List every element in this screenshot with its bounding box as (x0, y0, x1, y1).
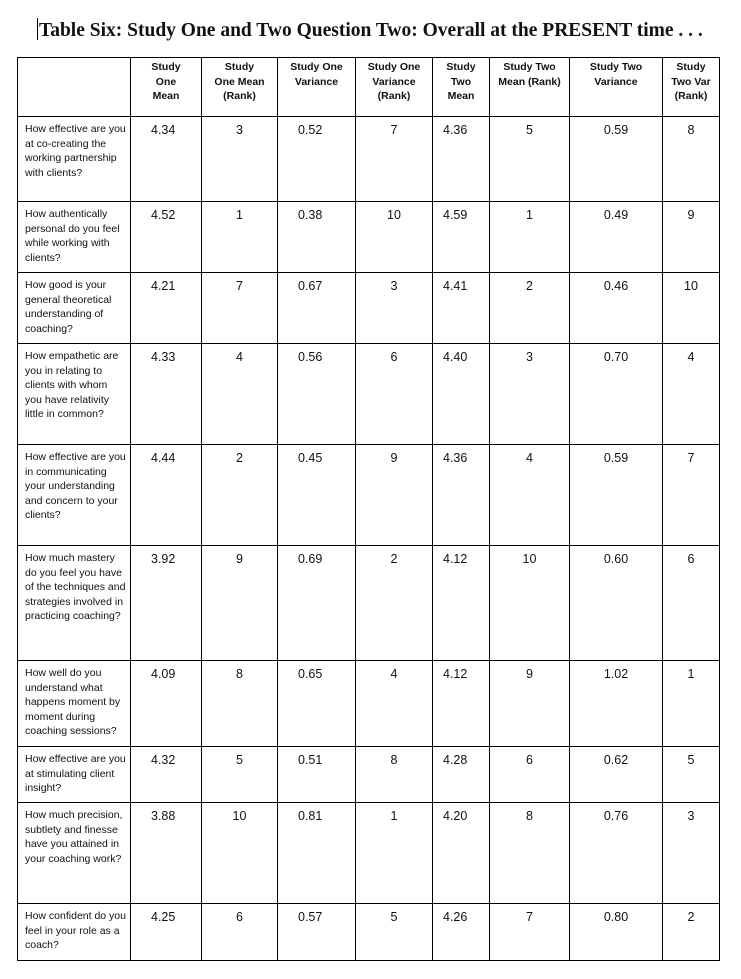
s2-var-rank-cell: 3 (663, 803, 720, 904)
table-row (18, 803, 720, 904)
table-row (18, 273, 720, 344)
s1-mean-cell: 4.52 (131, 202, 202, 273)
s2-mean-rank-cell: 6 (490, 747, 570, 803)
s2-mean-cell: 4.26 (433, 904, 490, 961)
s2-mean-rank-cell: 1 (490, 202, 570, 273)
s2-var-rank-cell: 10 (663, 273, 720, 344)
s1-mean-cell: 4.33 (131, 344, 202, 445)
s2-var-rank-cell: 1 (663, 661, 720, 747)
s1-variance-cell: 0.67 (278, 273, 356, 344)
question-cell: How well do you understand what happens moment by moment during coaching sessions? (18, 661, 131, 747)
s1-variance-cell: 0.81 (278, 803, 356, 904)
s1-mean-rank-cell: 4 (202, 344, 278, 445)
s1-variance-cell: 0.45 (278, 445, 356, 546)
s1-mean-rank-cell: 8 (202, 661, 278, 747)
table-row (18, 445, 720, 546)
s2-variance-cell: 0.60 (570, 546, 663, 661)
table-row (18, 661, 720, 747)
s1-mean-cell: 4.09 (131, 661, 202, 747)
table-body (18, 117, 720, 961)
header-s2-mean-rank: Study Two Mean (Rank) (490, 58, 570, 117)
s1-variance-cell: 0.38 (278, 202, 356, 273)
s2-mean-cell: 4.12 (433, 546, 490, 661)
s2-variance-cell: 0.59 (570, 445, 663, 546)
s1-variance-rank-cell: 6 (356, 344, 433, 445)
s2-mean-rank-cell: 10 (490, 546, 570, 661)
s1-mean-cell: 3.88 (131, 803, 202, 904)
s1-variance-rank-cell: 4 (356, 661, 433, 747)
s2-var-rank-cell: 9 (663, 202, 720, 273)
header-question (18, 58, 131, 117)
s2-mean-cell: 4.28 (433, 747, 490, 803)
header-s2-mean: Study Two Mean (433, 58, 490, 117)
s1-mean-rank-cell: 5 (202, 747, 278, 803)
s2-var-rank-cell: 4 (663, 344, 720, 445)
question-cell: How much precision, subtlety and finesse have you attained in your coaching work? (18, 803, 131, 904)
header-s1-variance-rank: Study One Variance (Rank) (356, 58, 433, 117)
s1-mean-cell: 4.44 (131, 445, 202, 546)
s1-mean-cell: 4.34 (131, 117, 202, 202)
header-row (18, 58, 720, 117)
table-row (18, 904, 720, 961)
s1-mean-rank-cell: 9 (202, 546, 278, 661)
s2-variance-cell: 0.76 (570, 803, 663, 904)
table-row (18, 546, 720, 661)
header-s2-var-rank: Study Two Var (Rank) (663, 58, 720, 117)
header-s1-variance: Study One Variance (278, 58, 356, 117)
header-s1-mean-rank: Study One Mean (Rank) (202, 58, 278, 117)
table-row (18, 202, 720, 273)
s2-var-rank-cell: 7 (663, 445, 720, 546)
s1-mean-cell: 3.92 (131, 546, 202, 661)
s2-var-rank-cell: 5 (663, 747, 720, 803)
s2-variance-cell: 0.59 (570, 117, 663, 202)
s2-mean-cell: 4.12 (433, 661, 490, 747)
s1-variance-rank-cell: 5 (356, 904, 433, 961)
s2-mean-rank-cell: 5 (490, 117, 570, 202)
s1-variance-cell: 0.69 (278, 546, 356, 661)
s1-mean-rank-cell: 2 (202, 445, 278, 546)
s2-mean-cell: 4.36 (433, 445, 490, 546)
s1-variance-rank-cell: 1 (356, 803, 433, 904)
table-row (18, 344, 720, 445)
s2-variance-cell: 0.49 (570, 202, 663, 273)
s2-mean-rank-cell: 8 (490, 803, 570, 904)
s2-mean-cell: 4.41 (433, 273, 490, 344)
s1-variance-rank-cell: 9 (356, 445, 433, 546)
s1-mean-cell: 4.21 (131, 273, 202, 344)
question-cell: How effective are you in communicating your understanding and concern to your clients? (18, 445, 131, 546)
header-s2-variance: Study Two Variance (570, 58, 663, 117)
table-row (18, 747, 720, 803)
s2-variance-cell: 1.02 (570, 661, 663, 747)
question-cell: How good is your general theoretical understanding of coaching? (18, 273, 131, 344)
s2-variance-cell: 0.70 (570, 344, 663, 445)
question-cell: How authentically personal do you feel while working with clients? (18, 202, 131, 273)
s1-variance-cell: 0.52 (278, 117, 356, 202)
text-cursor (37, 18, 38, 40)
s1-variance-rank-cell: 7 (356, 117, 433, 202)
question-cell: How empathetic are you in relating to clients with whom you have relativity little in common? (18, 344, 131, 445)
question-cell: How much mastery do you feel you have of the techniques and strategies involved in practicing coaching? (18, 546, 131, 661)
s1-mean-rank-cell: 7 (202, 273, 278, 344)
s1-variance-rank-cell: 2 (356, 546, 433, 661)
s2-mean-cell: 4.59 (433, 202, 490, 273)
question-cell: How effective are you at stimulating client insight? (18, 747, 131, 803)
results-table (17, 57, 720, 961)
question-cell: How confident do you feel in your role as a coach? (18, 904, 131, 961)
s2-mean-rank-cell: 4 (490, 445, 570, 546)
s2-mean-rank-cell: 3 (490, 344, 570, 445)
s2-variance-cell: 0.46 (570, 273, 663, 344)
table-row (18, 117, 720, 202)
s2-mean-cell: 4.40 (433, 344, 490, 445)
s2-mean-cell: 4.36 (433, 117, 490, 202)
s1-variance-rank-cell: 8 (356, 747, 433, 803)
s2-variance-cell: 0.80 (570, 904, 663, 961)
title-text: Table Six: Study One and Two Question Two: Overall at the PRESENT time . . . (39, 20, 703, 41)
page-title (37, 18, 727, 42)
header-s1-mean: Study One Mean (131, 58, 202, 117)
s1-mean-rank-cell: 3 (202, 117, 278, 202)
s2-mean-rank-cell: 9 (490, 661, 570, 747)
s1-variance-cell: 0.56 (278, 344, 356, 445)
s2-var-rank-cell: 6 (663, 546, 720, 661)
s1-mean-cell: 4.25 (131, 904, 202, 961)
s2-variance-cell: 0.62 (570, 747, 663, 803)
s1-variance-cell: 0.57 (278, 904, 356, 961)
s1-mean-rank-cell: 10 (202, 803, 278, 904)
s2-var-rank-cell: 8 (663, 117, 720, 202)
s1-mean-rank-cell: 1 (202, 202, 278, 273)
s1-mean-cell: 4.32 (131, 747, 202, 803)
s1-variance-cell: 0.51 (278, 747, 356, 803)
s2-var-rank-cell: 2 (663, 904, 720, 961)
s2-mean-cell: 4.20 (433, 803, 490, 904)
s2-mean-rank-cell: 7 (490, 904, 570, 961)
s2-mean-rank-cell: 2 (490, 273, 570, 344)
s1-variance-rank-cell: 10 (356, 202, 433, 273)
s1-variance-rank-cell: 3 (356, 273, 433, 344)
question-cell: How effective are you at co-creating the working partnership with clients? (18, 117, 131, 202)
s1-variance-cell: 0.65 (278, 661, 356, 747)
s1-mean-rank-cell: 6 (202, 904, 278, 961)
